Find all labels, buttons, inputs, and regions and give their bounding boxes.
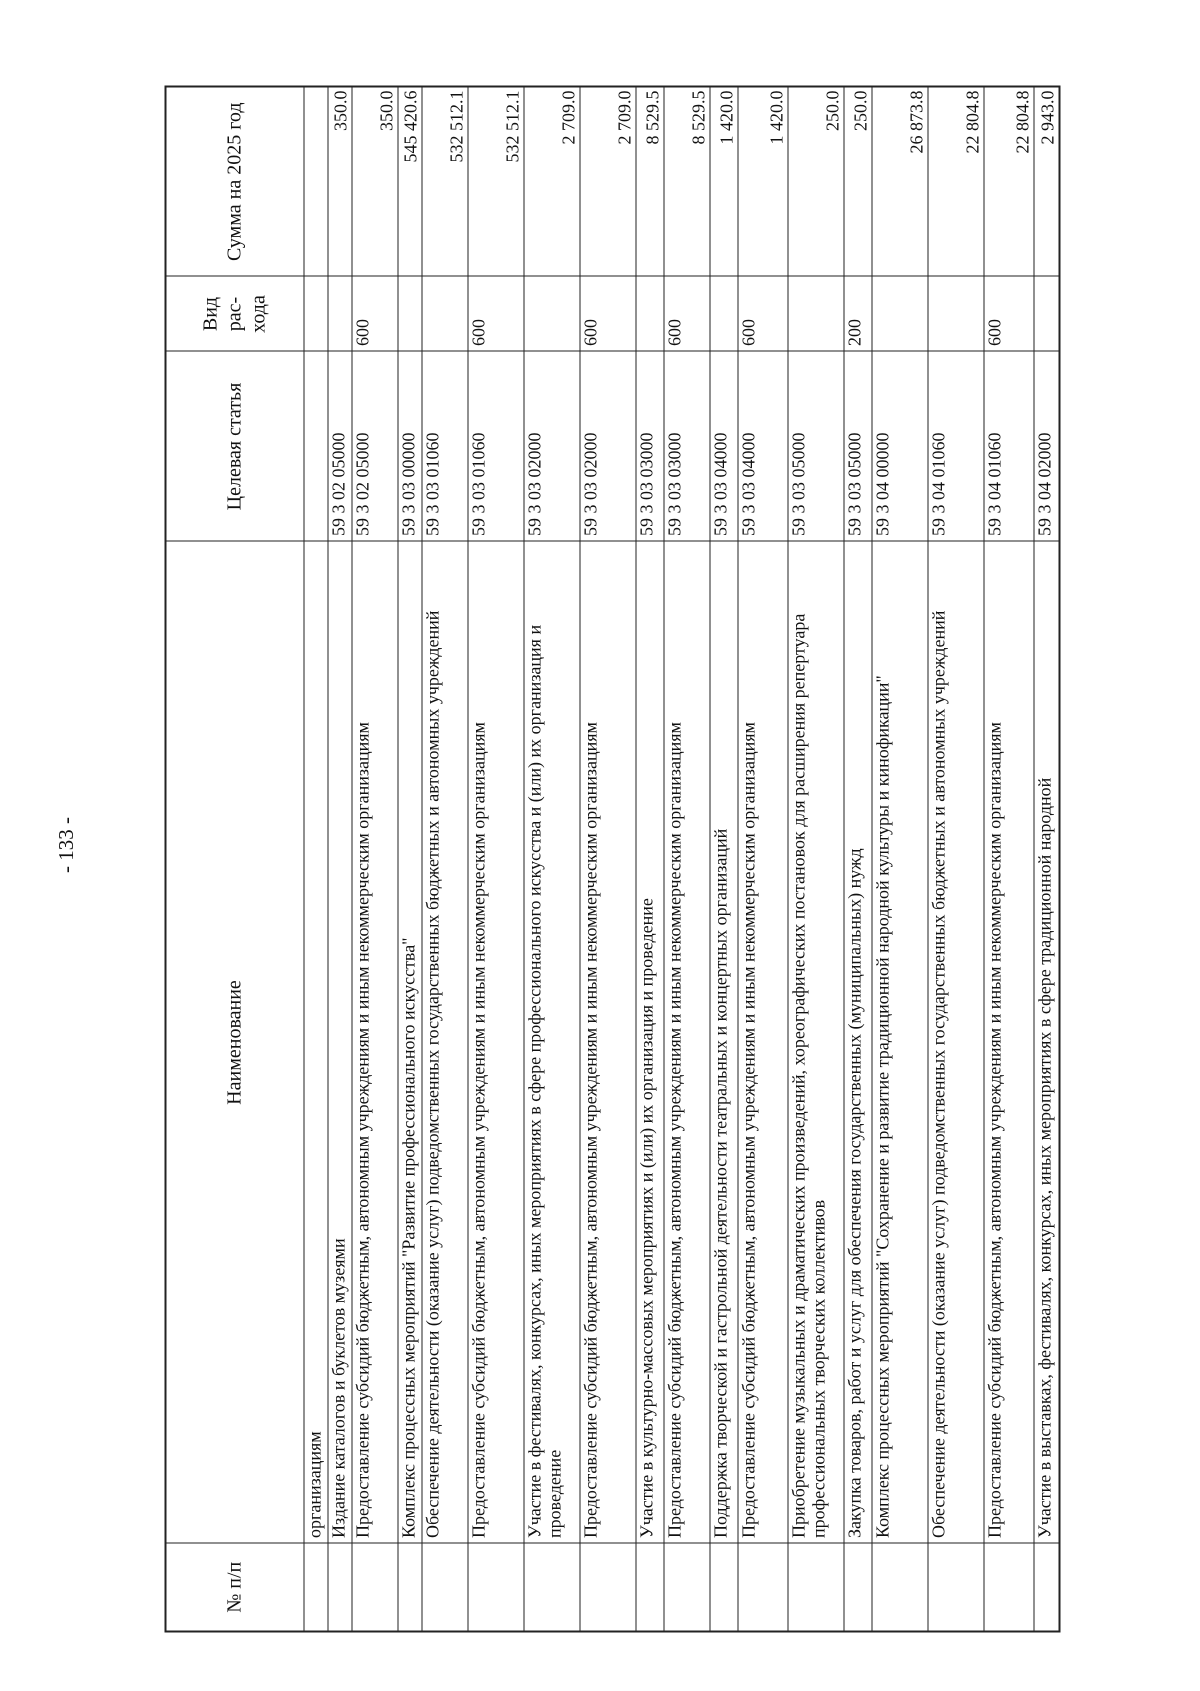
row-name: Комплекс процессных мероприятий "Развитие профессионального искусства" xyxy=(397,542,421,1544)
row-name: Обеспечение деятельности (оказание услуг) подведомственных государственных бюджетных и автономных учреждений xyxy=(927,542,983,1544)
row-num xyxy=(843,1544,871,1632)
table-header-row xyxy=(165,87,303,1632)
row-expense-type xyxy=(523,277,579,352)
row-name: Издание каталогов и буклетов музеями xyxy=(327,542,351,1544)
row-target: 59 3 03 02000 xyxy=(523,352,579,542)
row-name: Приобретение музыкальных и драматических произведений, хореографических постановок для расширения репертуара профессиональных творческих коллективов xyxy=(787,542,843,1544)
row-expense-type: 600 xyxy=(351,277,397,352)
row-sum: 250.0 xyxy=(787,87,843,277)
header-target: Целевая статья xyxy=(165,352,303,542)
budget-table xyxy=(164,86,1060,1633)
row-sum: 22 804.8 xyxy=(983,87,1033,277)
row-num xyxy=(467,1544,523,1632)
row-num xyxy=(1033,1544,1059,1632)
row-target: 59 3 03 03000 xyxy=(663,352,709,542)
row-sum xyxy=(303,87,327,277)
row-target: 59 3 03 02000 xyxy=(579,352,635,542)
row-num xyxy=(303,1544,327,1632)
row-sum: 2 709.0 xyxy=(579,87,635,277)
row-expense-type xyxy=(871,277,927,352)
row-name: Закупка товаров, работ и услуг для обеспечения государственных (муниципальных) нужд xyxy=(843,542,871,1544)
table-row xyxy=(523,87,579,1632)
table-row xyxy=(787,87,843,1632)
row-expense-type: 600 xyxy=(983,277,1033,352)
row-num xyxy=(737,1544,787,1632)
row-name: Участие в выставках, фестивалях, конкурсах, иных мероприятиях в сфере традиционной народной xyxy=(1033,542,1059,1544)
row-sum: 22 804.8 xyxy=(927,87,983,277)
row-expense-type: 600 xyxy=(579,277,635,352)
table-row xyxy=(737,87,787,1632)
row-name: Участие в фестивалях, конкурсах, иных мероприятиях в сфере профессионального искусства и (или) их организация и проведение xyxy=(523,542,579,1544)
row-name: организациям xyxy=(303,542,327,1544)
row-sum: 532 512.1 xyxy=(467,87,523,277)
row-target: 59 3 04 02000 xyxy=(1033,352,1059,542)
row-num xyxy=(709,1544,737,1632)
row-num xyxy=(579,1544,635,1632)
row-target: 59 3 04 00000 xyxy=(871,352,927,542)
row-name: Поддержка творческой и гастрольной деятельности театральных и концертных организаций xyxy=(709,542,737,1544)
row-num xyxy=(635,1544,663,1632)
row-num xyxy=(327,1544,351,1632)
row-expense-type xyxy=(421,277,467,352)
row-expense-type xyxy=(397,277,421,352)
header-num: № п/п xyxy=(165,1544,303,1632)
row-target: 59 3 03 03000 xyxy=(635,352,663,542)
row-name: Обеспечение деятельности (оказание услуг) подведомственных государственных бюджетных и автономных учреждений xyxy=(421,542,467,1544)
page-number: - 133 - xyxy=(54,817,78,873)
table-row xyxy=(983,87,1033,1632)
row-num xyxy=(421,1544,467,1632)
table-row xyxy=(351,87,397,1632)
table-row xyxy=(709,87,737,1632)
table-row xyxy=(1033,87,1059,1632)
table-row xyxy=(927,87,983,1632)
table-row xyxy=(303,87,327,1632)
row-num xyxy=(983,1544,1033,1632)
row-target: 59 3 04 01060 xyxy=(927,352,983,542)
row-num xyxy=(397,1544,421,1632)
header-name: Наименование xyxy=(165,542,303,1544)
row-sum: 26 873.8 xyxy=(871,87,927,277)
row-sum: 1 420.0 xyxy=(709,87,737,277)
row-target: 59 3 03 05000 xyxy=(843,352,871,542)
rotated-page-content xyxy=(164,88,1058,1633)
row-target: 59 3 03 01060 xyxy=(421,352,467,542)
row-target: 59 3 03 04000 xyxy=(709,352,737,542)
row-num xyxy=(351,1544,397,1632)
row-sum: 532 512.1 xyxy=(421,87,467,277)
row-name: Комплекс процессных мероприятий "Сохранение и развитие традиционной народной культуры и кинофикации" xyxy=(871,542,927,1544)
row-target: 59 3 02 05000 xyxy=(327,352,351,542)
table-row xyxy=(843,87,871,1632)
row-name: Предоставление субсидий бюджетным, автономным учреждениям и иным некоммерческим организациям xyxy=(737,542,787,1544)
row-expense-type xyxy=(1033,277,1059,352)
header-expense-type: Вид рас- хода xyxy=(165,277,303,352)
row-target: 59 3 04 01060 xyxy=(983,352,1033,542)
table-row xyxy=(467,87,523,1632)
row-sum: 350.0 xyxy=(327,87,351,277)
row-name: Предоставление субсидий бюджетным, автономным учреждениям и иным некоммерческим организациям xyxy=(467,542,523,1544)
row-sum: 8 529.5 xyxy=(635,87,663,277)
row-sum: 8 529.5 xyxy=(663,87,709,277)
row-num xyxy=(787,1544,843,1632)
table-row xyxy=(635,87,663,1632)
row-target: 59 3 03 01060 xyxy=(467,352,523,542)
row-sum: 350.0 xyxy=(351,87,397,277)
row-target: 59 3 03 00000 xyxy=(397,352,421,542)
row-name: Участие в культурно-массовых мероприятиях и (или) их организация и проведение xyxy=(635,542,663,1544)
row-num xyxy=(871,1544,927,1632)
row-target: 59 3 03 05000 xyxy=(787,352,843,542)
table-row xyxy=(871,87,927,1632)
row-num xyxy=(663,1544,709,1632)
row-expense-type: 200 xyxy=(843,277,871,352)
row-expense-type xyxy=(709,277,737,352)
row-name: Предоставление субсидий бюджетным, автономным учреждениям и иным некоммерческим организациям xyxy=(351,542,397,1544)
row-expense-type xyxy=(787,277,843,352)
table-row xyxy=(421,87,467,1632)
table-row xyxy=(397,87,421,1632)
row-sum: 2 709.0 xyxy=(523,87,579,277)
table-row xyxy=(327,87,351,1632)
row-sum: 545 420.6 xyxy=(397,87,421,277)
header-sum: Сумма на 2025 год xyxy=(165,87,303,277)
row-expense-type xyxy=(635,277,663,352)
row-target xyxy=(303,352,327,542)
row-name: Предоставление субсидий бюджетным, автономным учреждениям и иным некоммерческим организациям xyxy=(983,542,1033,1544)
row-sum: 1 420.0 xyxy=(737,87,787,277)
row-target: 59 3 02 05000 xyxy=(351,352,397,542)
row-expense-type: 600 xyxy=(663,277,709,352)
row-expense-type xyxy=(303,277,327,352)
table-row xyxy=(579,87,635,1632)
row-sum: 2 943.0 xyxy=(1033,87,1059,277)
row-expense-type: 600 xyxy=(467,277,523,352)
row-expense-type: 600 xyxy=(737,277,787,352)
row-name: Предоставление субсидий бюджетным, автономным учреждениям и иным некоммерческим организациям xyxy=(579,542,635,1544)
row-expense-type xyxy=(327,277,351,352)
row-sum: 250.0 xyxy=(843,87,871,277)
table-row xyxy=(663,87,709,1632)
row-num xyxy=(927,1544,983,1632)
row-target: 59 3 03 04000 xyxy=(737,352,787,542)
row-expense-type xyxy=(927,277,983,352)
row-num xyxy=(523,1544,579,1632)
row-name: Предоставление субсидий бюджетным, автономным учреждениям и иным некоммерческим организациям xyxy=(663,542,709,1544)
